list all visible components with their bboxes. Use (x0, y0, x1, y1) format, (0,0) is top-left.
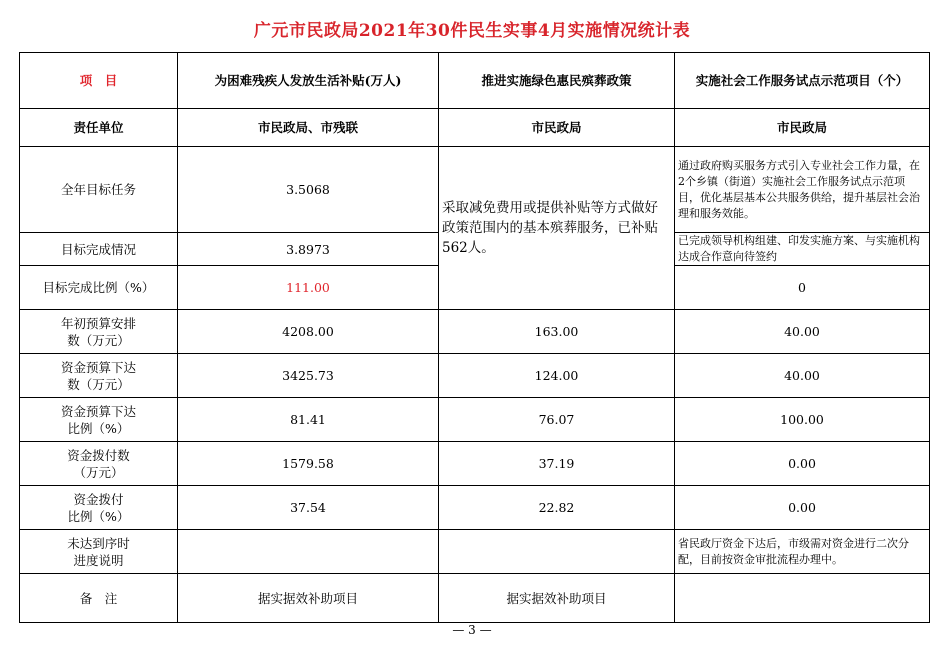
cell: 市民政局 (439, 109, 675, 147)
cell (675, 574, 930, 623)
row-label: 目标完成比例（%） (20, 266, 178, 310)
cell: 163.00 (439, 310, 675, 354)
row-label: 备 注 (20, 574, 178, 623)
cell-highlight: 111.00 (178, 266, 439, 310)
cell: 22.82 (439, 486, 675, 530)
cell: 37.54 (178, 486, 439, 530)
cell: 0.00 (675, 486, 930, 530)
row-label: 责任单位 (20, 109, 178, 147)
header-green-funeral: 推进实施绿色惠民殡葬政策 (439, 53, 675, 109)
cell: 0 (675, 266, 930, 310)
cell: 3425.73 (178, 354, 439, 398)
cell: 76.07 (439, 398, 675, 442)
row-label: 未达到序时 进度说明 (20, 530, 178, 574)
table-row (20, 398, 930, 442)
page-number: — 3 — (452, 623, 492, 637)
header-item: 项 目 (20, 53, 178, 109)
cell: 4208.00 (178, 310, 439, 354)
cell: 3.8973 (178, 233, 439, 266)
green-funeral-description: 采取减免费用或提供补贴等方式做好政策范围内的基本殡葬服务，已补贴562人。 (439, 147, 675, 310)
cell-note: 省民政厅资金下达后，市级需对资金进行二次分配，目前按资金审批流程办理中。 (675, 530, 930, 574)
cell: 100.00 (675, 398, 930, 442)
row-label: 全年目标任务 (20, 147, 178, 233)
cell: 0.00 (675, 442, 930, 486)
cell: 40.00 (675, 354, 930, 398)
table-row (20, 442, 930, 486)
cell: 据实据效补助项目 (439, 574, 675, 623)
cell: 3.5068 (178, 147, 439, 233)
table-row (20, 310, 930, 354)
cell-note: 已完成领导机构组建、印发实施方案、与实施机构达成合作意向待签约 (675, 233, 930, 266)
row-label: 资金预算下达 比例（%） (20, 398, 178, 442)
cell: 37.19 (439, 442, 675, 486)
row-label: 资金预算下达 数（万元） (20, 354, 178, 398)
row-label: 资金拨付 比例（%） (20, 486, 178, 530)
statistics-table (19, 52, 930, 623)
header-disability-subsidy: 为困难残疾人发放生活补贴(万人) (178, 53, 439, 109)
cell-note: 通过政府购买服务方式引入专业社会工作力量，在2个乡镇（街道）实施社会工作服务试点示范项目，优化基层基本公共服务供给，提升基层社会治理和服务效能。 (675, 147, 930, 233)
header-social-work: 实施社会工作服务试点示范项目（个） (675, 53, 930, 109)
table-row (20, 574, 930, 623)
row-label: 目标完成情况 (20, 233, 178, 266)
table-row (20, 486, 930, 530)
cell: 市民政局、市残联 (178, 109, 439, 147)
page-title: 广元市民政局2021年30件民生实事4月实施情况统计表 (253, 21, 691, 41)
table-row (20, 109, 930, 147)
cell: 据实据效补助项目 (178, 574, 439, 623)
table-row (20, 530, 930, 574)
cell: 81.41 (178, 398, 439, 442)
cell (439, 530, 675, 574)
cell: 市民政局 (675, 109, 930, 147)
cell (178, 530, 439, 574)
cell: 124.00 (439, 354, 675, 398)
header-row (20, 53, 930, 109)
table-row (20, 354, 930, 398)
row-label: 资金拨付数 （万元） (20, 442, 178, 486)
cell: 1579.58 (178, 442, 439, 486)
row-label: 年初预算安排 数（万元） (20, 310, 178, 354)
cell: 40.00 (675, 310, 930, 354)
table-row (20, 147, 930, 233)
